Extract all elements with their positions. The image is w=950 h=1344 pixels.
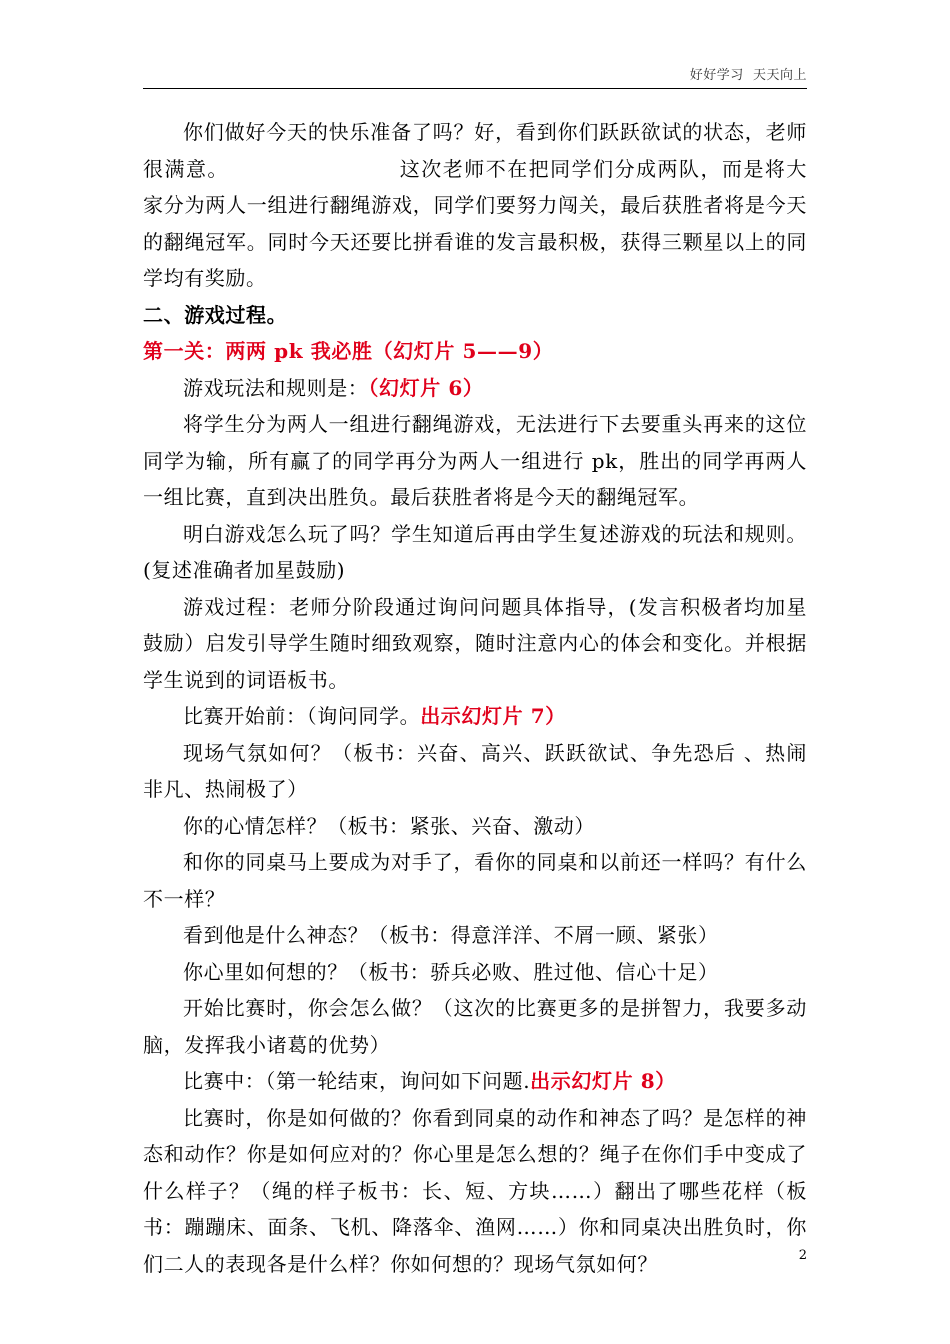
during-match-text: 比赛中：（第一轮结束，询问如下问题.: [183, 1069, 531, 1093]
rules-paragraph: 将学生分为两人一组进行翻绳游戏，无法进行下去要重头再来的这位同学为输，所有赢了的同学再分为两人一组进行 pk，胜出的同学再两人一组比赛，直到决出胜负。最后获胜者将是今天的翻绳冠军。: [143, 412, 807, 509]
intro-text-part1: 你们做好今天的快乐准备了吗？好，看到你们跃跃欲试的状态，老师很满意。: [143, 120, 807, 181]
running-header: 好好学习 天天向上: [689, 68, 807, 83]
mood-paragraph: 你的心情怎样？（板书：紧张、兴奋、激动）: [183, 813, 595, 838]
during-match-paragraph: [143, 1063, 807, 1100]
during-questions-paragraph: 比赛时，你是如何做的？你看到同桌的动作和神态了吗？是怎样的神态和动作？你是如何应对的？你心里是怎么想的？绳子在你们手中变成了什么样子？（绳的样子板书：长、短、方块……）翻出了哪些花样（板书：蹦蹦床、面条、飞机、降落伞、渔网……）你和同桌决出胜负时，你们二人的表现各是什么样？你如何想的？现场气氛如何？: [143, 1105, 807, 1276]
thoughts-paragraph: 你心里如何想的？（板书：骄兵必败、胜过他、信心十足）: [183, 959, 719, 984]
before-match-slide-ref: 出示幻灯片 7）: [420, 704, 566, 728]
rules-intro-text: 游戏玩法和规则是：: [183, 375, 369, 400]
process-paragraph: 游戏过程：老师分阶段通过询问问题具体指导，(发言积极者均加星鼓励）启发引导学生随时细致观察，随时注意内心的体会和变化。并根据学生说到的词语板书。: [143, 594, 807, 692]
header-divider: [143, 88, 807, 89]
page-number: 2: [798, 1248, 807, 1263]
intro-text-part2: 这次老师不在把同学们分成两队，而是将大家分为两人一组进行翻绳游戏，同学们要努力闯关，最后获胜者将是今天的翻绳冠军。同时今天还要比拼看谁的发言最积极，获得三颗星以上的同学均有奖励。: [143, 156, 807, 290]
rules-intro-paragraph: [143, 370, 807, 407]
before-match-paragraph: [143, 698, 807, 735]
rules-slide-ref: （幻灯片 6）: [368, 375, 484, 400]
intro-paragraph: [143, 114, 807, 297]
document-body: [143, 114, 807, 1282]
section-heading: 二、游戏过程。: [143, 302, 288, 327]
expression-paragraph: 看到他是什么神态？（板书：得意洋洋、不屑一顾、紧张）: [183, 923, 719, 947]
start-paragraph: 开始比赛时，你会怎么做？（这次的比赛更多的是拼智力，我要多动脑，发挥我小诸葛的优势）: [143, 996, 807, 1057]
before-match-text: 比赛开始前：（询问同学。: [183, 704, 421, 728]
level-one-heading: 第一关：两两 pk 我必胜（幻灯片 5——9）: [143, 339, 554, 363]
deskmate-paragraph: 和你的同桌马上要成为对手了，看你的同桌和以前还一样吗？有什么不一样？: [143, 850, 807, 911]
during-match-slide-ref: 出示幻灯片 8）: [530, 1069, 676, 1093]
atmosphere-paragraph: 现场气氛如何？（板书：兴奋、高兴、跃跃欲试、争先恐后 、热闹非凡、热闹极了）: [143, 740, 807, 801]
understand-paragraph: 明白游戏怎么玩了吗？学生知道后再由学生复述游戏的玩法和规则。(复述准确者加星鼓励): [143, 521, 807, 582]
